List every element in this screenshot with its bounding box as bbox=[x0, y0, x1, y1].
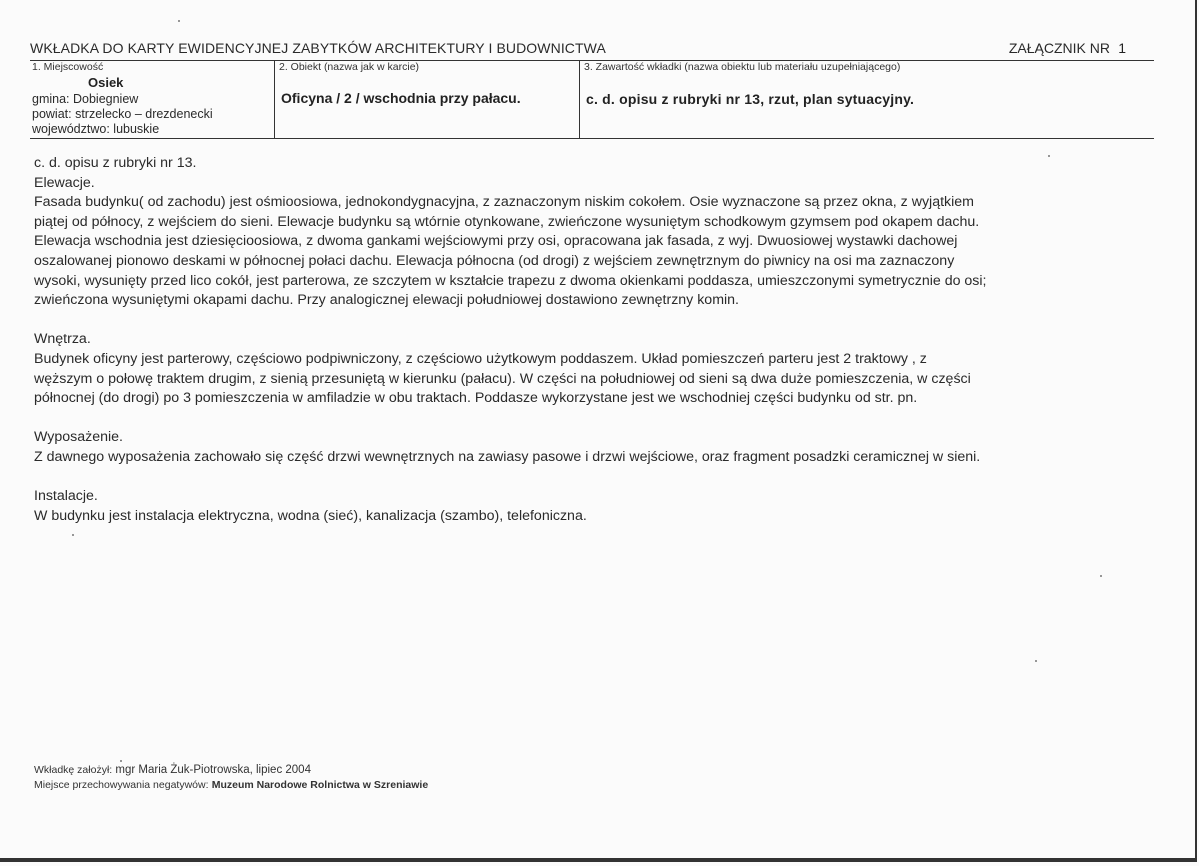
scan-speck bbox=[1048, 155, 1050, 157]
metadata-table bbox=[30, 60, 1154, 139]
spacer bbox=[34, 468, 1154, 488]
paragraph-line: piątej od północy, z wejściem do sieni. Elewacje budynku są wtórnie otynkowane, zwieńczone wysuniętym schodkowym gzymsem pod okapem dachu. bbox=[34, 213, 980, 230]
intro-line: c. d. opisu z rubryki nr 13. bbox=[34, 155, 197, 171]
negatives-line bbox=[34, 779, 428, 791]
annex-number: 1 bbox=[1118, 40, 1126, 56]
scan-speck bbox=[1100, 575, 1102, 577]
card-header bbox=[30, 38, 1154, 61]
author-value: mgr Maria Żuk-Piotrowska, lipiec 2004 bbox=[115, 764, 311, 776]
scan-speck bbox=[120, 760, 122, 762]
card-footer bbox=[34, 764, 428, 794]
paragraph-line: Fasada budynku( od zachodu) jest ośmioosiowa, jednokondygnacyjna, z zaznaczonym niskim cokołem. Osie wyznaczone są przez okna, z wyjątkiem bbox=[34, 194, 974, 211]
author-label: Wkładkę założył: bbox=[34, 764, 113, 776]
paragraph-line: W budynku jest instalacja elektryczna, wodna (sieć), kanalizacja (szambo), telefoniczna. bbox=[34, 507, 587, 524]
negatives-value: Muzeum Narodowe Rolnictwa w Szreniawie bbox=[211, 779, 429, 791]
paragraph-line: Elewacja wschodnia jest dziesięcioosiowa, z dwoma gankami wejściowymi przy osi, opracowana jak fasada, z wyj. Dwuosiowej wystawki dachowej bbox=[34, 233, 958, 250]
scan-speck bbox=[72, 534, 74, 536]
paragraph-line: Z dawnego wyposażenia zachowało się część drzwi wewnętrznych na zawiasy pasowe i drzwi wejściowe, oraz fragment posadzki ceramicznej w sieni. bbox=[34, 448, 981, 465]
author-line bbox=[34, 764, 428, 776]
card-title: WKŁADKA DO KARTY EWIDENCYJNEJ ZABYTKÓW ARCHITEKTURY I BUDOWNICTWA bbox=[30, 40, 606, 56]
spacer bbox=[34, 409, 1154, 429]
spacer bbox=[34, 311, 1154, 331]
location-cell bbox=[30, 60, 274, 138]
paragraph-line: węższym o połowę traktem drugim, z sienią przesuniętą w kierunku (pałacu). W części na południowej od sieni są dwa duże pomieszczenia, w części bbox=[34, 370, 971, 387]
paragraph-line: Budynek oficyny jest parterowy, częściowo podpiwniczony, z częściowo użytkowym poddaszem. Układ pomieszczeń parteru jest 2 traktowy , z bbox=[34, 350, 927, 367]
powiat-value: powiat: strzelecko – drezdenecki bbox=[32, 107, 213, 121]
object-name: Oficyna / 2 / wschodnia przy pałacu. bbox=[281, 90, 521, 106]
paragraph-line: oszalowanej pionowo deskami w północnej połaci dachu. Elewacja północna (od drogi) z wejściem zewnętrznym do piwnicy na osi ma zaznaczony bbox=[34, 252, 955, 269]
annex-label: ZAŁĄCZNIK NR bbox=[1008, 40, 1110, 56]
location-label: 1. Miejscowość bbox=[32, 61, 104, 73]
interiors-heading: Wnętrza. bbox=[34, 331, 91, 348]
object-label: 2. Obiekt (nazwa jak w karcie) bbox=[279, 61, 420, 73]
content-value: c. d. opisu z rubryki nr 13, rzut, plan sytuacyjny. bbox=[586, 91, 915, 107]
scan-speck bbox=[1035, 660, 1037, 662]
object-cell bbox=[274, 60, 579, 138]
paragraph-line: zwieńczona wysuniętymi okapami dachu. Przy analogicznej elewacji południowej dostawiono zewnętrzny komin. bbox=[34, 292, 740, 309]
negatives-label: Miejsce przechowywania negatywów: bbox=[34, 779, 209, 791]
town-name: Osiek bbox=[88, 75, 124, 90]
scan-speck bbox=[178, 20, 180, 22]
equipment-heading: Wyposażenie. bbox=[34, 429, 123, 446]
paragraph-line: wysoki, wysunięty przed lico cokół, jest parterowa, ze szczytem w kształcie trapezu z dwoma okienkami poddasza, umieszczonymi symetrycznie do osi; bbox=[34, 272, 987, 289]
paragraph-line: północnej (do drogi) po 3 pomieszczenia w amfiladzie w obu traktach. Poddasze wykorzystane jest we wschodniej części budynku od str. pn. bbox=[34, 390, 918, 407]
content-label: 3. Zawartość wkładki (nazwa obiektu lub materiału uzupełniającego) bbox=[584, 61, 901, 73]
elevations-heading: Elewacje. bbox=[34, 174, 95, 191]
wojewodztwo-value: województwo: lubuskie bbox=[32, 122, 160, 136]
gmina-value: gmina: Dobiegniew bbox=[32, 92, 139, 106]
installations-heading: Instalacje. bbox=[34, 488, 98, 505]
content-cell bbox=[579, 60, 1155, 138]
description-body bbox=[34, 154, 1154, 526]
